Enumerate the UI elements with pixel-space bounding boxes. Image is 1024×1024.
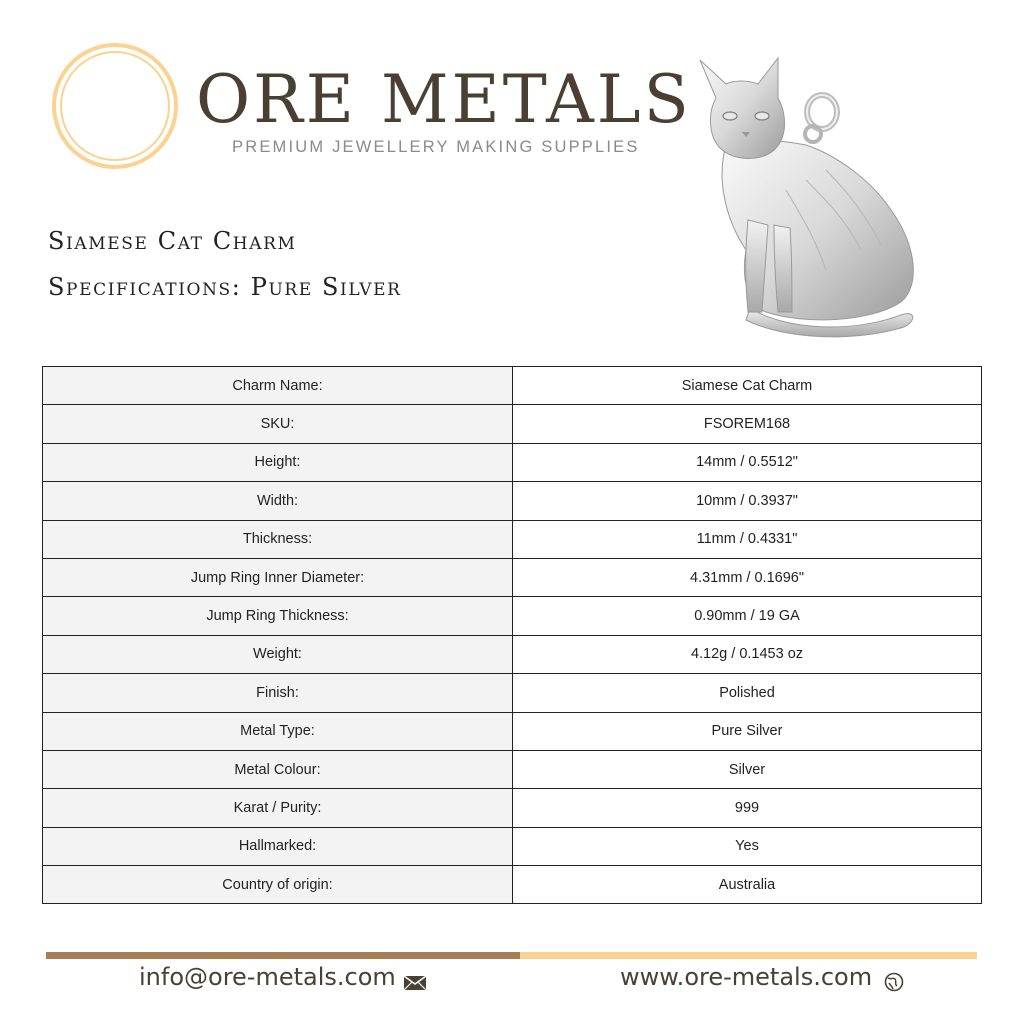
spec-value: 10mm / 0.3937" xyxy=(513,482,982,520)
table-row xyxy=(43,750,982,788)
spec-label: Karat / Purity: xyxy=(43,789,513,827)
spec-value: Pure Silver xyxy=(513,712,982,750)
spec-label: Country of origin: xyxy=(43,866,513,904)
gold-ring-logo-icon xyxy=(50,41,180,171)
spec-value: Polished xyxy=(513,674,982,712)
envelope-icon xyxy=(403,975,427,991)
spec-value: Siamese Cat Charm xyxy=(513,367,982,405)
table-row xyxy=(43,482,982,520)
product-title: Siamese Cat Charm xyxy=(48,227,297,255)
table-row xyxy=(43,827,982,865)
table-row xyxy=(43,520,982,558)
footer-divider-brown xyxy=(46,952,520,959)
spec-value: 14mm / 0.5512" xyxy=(513,443,982,481)
spec-label: Weight: xyxy=(43,635,513,673)
silver-cat-charm-icon xyxy=(686,50,926,340)
spec-label: Jump Ring Thickness: xyxy=(43,597,513,635)
table-row xyxy=(43,597,982,635)
spec-label: Charm Name: xyxy=(43,367,513,405)
specifications-table xyxy=(42,366,982,904)
brand-tagline: PREMIUM JEWELLERY MAKING SUPPLIES xyxy=(232,138,640,156)
footer-email-link[interactable]: info@ore-metals.com xyxy=(139,963,396,991)
spec-value: 11mm / 0.4331" xyxy=(513,520,982,558)
spec-label: Metal Colour: xyxy=(43,750,513,788)
table-row xyxy=(43,674,982,712)
table-row xyxy=(43,367,982,405)
spec-value: Silver xyxy=(513,750,982,788)
spec-value: Yes xyxy=(513,827,982,865)
spec-label: Height: xyxy=(43,443,513,481)
brand-name: ORE METALS xyxy=(196,61,692,138)
spec-label: Hallmarked: xyxy=(43,827,513,865)
spec-value: 4.12g / 0.1453 oz xyxy=(513,635,982,673)
spec-value: Australia xyxy=(513,866,982,904)
spec-value: 999 xyxy=(513,789,982,827)
footer-divider-gold xyxy=(520,952,977,959)
spec-label: Jump Ring Inner Diameter: xyxy=(43,558,513,596)
table-row xyxy=(43,866,982,904)
spec-label: SKU: xyxy=(43,405,513,443)
specs-heading: Specifications: Pure Silver xyxy=(48,273,402,301)
table-row xyxy=(43,789,982,827)
table-row xyxy=(43,558,982,596)
spec-label: Metal Type: xyxy=(43,712,513,750)
globe-icon xyxy=(884,972,904,992)
spec-value: 0.90mm / 19 GA xyxy=(513,597,982,635)
spec-label: Finish: xyxy=(43,674,513,712)
spec-label: Width: xyxy=(43,482,513,520)
spec-value: FSOREM168 xyxy=(513,405,982,443)
table-row xyxy=(43,405,982,443)
table-row xyxy=(43,712,982,750)
spec-label: Thickness: xyxy=(43,520,513,558)
table-row xyxy=(43,635,982,673)
table-row xyxy=(43,443,982,481)
footer-website-link[interactable]: www.ore-metals.com xyxy=(620,963,873,991)
spec-value: 4.31mm / 0.1696" xyxy=(513,558,982,596)
